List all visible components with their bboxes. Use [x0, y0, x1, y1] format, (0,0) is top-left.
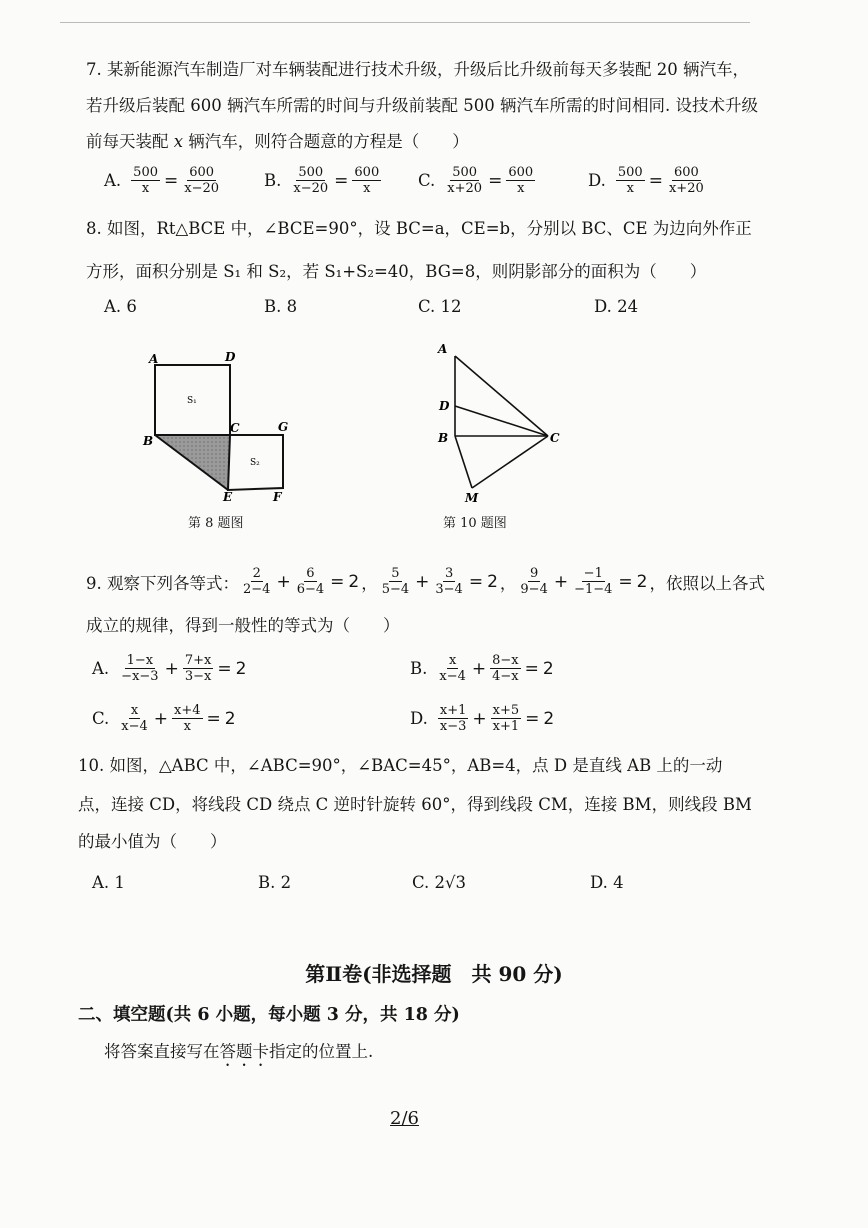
q9-option-d[interactable]	[410, 703, 556, 734]
fraction-b	[183, 653, 214, 684]
figure-10	[430, 338, 570, 508]
q8-line1: 8. 如图，Rt△BCE 中，∠BCE=90°，设 BC=a，CE=b，分别以 BC、CE 为边向外作正	[86, 219, 752, 238]
q7-line3: 前每天装配 x 辆汽车，则符合题意的方程是（ ）	[86, 132, 469, 151]
q7-option-d[interactable]	[588, 165, 708, 196]
fraction-b	[172, 703, 203, 734]
q8-option-a[interactable]: A. 6	[104, 297, 137, 316]
fraction-b-denominator: 4−x	[492, 669, 519, 684]
left-fraction-denominator: x	[626, 181, 634, 196]
figure-10-caption: 第 10 题图	[443, 516, 507, 531]
q7-line1: 7. 某新能源汽车制造厂对车辆装配进行技术升级，升级后比升级前每天多装配 20 辆汽车，	[86, 60, 749, 79]
option-label: D.	[588, 171, 606, 190]
right-fraction-numerator: 600	[189, 165, 215, 180]
left-fraction	[616, 165, 645, 196]
q7-line2: 若升级后装配 600 辆汽车所需的时间与升级前装配 500 辆汽车所需的时间相同. 设技术升级	[86, 96, 758, 115]
label-f: F	[273, 490, 282, 504]
comma: ，	[361, 573, 378, 593]
q9-option-b[interactable]	[410, 653, 556, 684]
q9-option-c[interactable]	[92, 703, 238, 734]
q8-option-c[interactable]: C. 12	[418, 297, 462, 316]
q8-line2: 方形，面积分别是 S₁ 和 S₂，若 S₁+S₂=40，BG=8，则阴影部分的面积为（ ）	[86, 262, 707, 281]
page-number: 2/6	[390, 1108, 419, 1129]
fraction-a-denominator: x−3	[439, 719, 467, 734]
fraction-a-denominator: 5−4	[381, 582, 410, 597]
equals-sign: =	[488, 170, 503, 191]
figure-8-caption: 第 8 题图	[188, 516, 244, 531]
fraction-b-denominator: x+1	[492, 719, 520, 734]
equals-sign: =	[206, 708, 221, 729]
left-fraction-denominator: x	[141, 181, 150, 196]
q7-option-b[interactable]	[264, 165, 383, 196]
q8-option-b[interactable]: B. 8	[264, 297, 298, 316]
right-fraction-denominator: x	[363, 181, 371, 196]
q7-option-a[interactable]	[104, 165, 223, 196]
label-b: B	[143, 434, 154, 448]
equals-sign: =	[648, 170, 663, 191]
label-c: C	[230, 421, 240, 435]
option-label: B.	[410, 659, 428, 678]
right-fraction	[506, 165, 535, 196]
q10-line3: 的最小值为（ ）	[78, 832, 227, 851]
part2-title: 第Ⅱ卷(非选择题 共 90 分)	[305, 962, 563, 986]
left-fraction-numerator: 500	[617, 165, 643, 180]
right-fraction-denominator: x−20	[184, 181, 220, 196]
fraction-b-numerator: 8−x	[492, 653, 519, 668]
label-s2: S₂	[250, 458, 260, 468]
fraction-b-denominator: 3−x	[184, 669, 212, 684]
option-label: D.	[410, 709, 428, 728]
fraction-b-numerator: x+5	[492, 703, 520, 718]
left-fraction	[131, 165, 160, 196]
fraction-b	[572, 566, 614, 597]
q9-option-a[interactable]	[92, 653, 248, 684]
right-fraction-numerator: 600	[673, 165, 699, 180]
right-fraction	[352, 165, 381, 196]
q10-option-c[interactable]: C. 2√3	[412, 873, 467, 892]
equals-sign: =	[468, 571, 484, 592]
fraction-a-numerator: 9	[529, 566, 539, 581]
fraction-a-numerator: x	[130, 703, 139, 718]
plus-sign: +	[553, 571, 569, 592]
equals-sign: =	[217, 658, 232, 679]
fraction-b-denominator: x	[183, 719, 191, 734]
fraction-b-numerator: 6	[306, 566, 315, 581]
left-fraction-numerator: 500	[133, 165, 158, 180]
result: 2	[636, 571, 648, 592]
equals-sign: =	[164, 170, 179, 191]
section-2-note: 将答案直接写在答题卡指定的位置上.	[104, 1042, 374, 1061]
plus-sign: +	[472, 708, 487, 729]
fraction-b	[491, 703, 522, 734]
fraction-a-denominator: 2−4	[243, 582, 271, 597]
comma: ，	[499, 573, 517, 593]
label-a: A	[149, 352, 159, 366]
label-c: C	[550, 431, 560, 445]
fraction-b-denominator: 6−4	[296, 582, 325, 597]
option-label: C.	[418, 171, 436, 190]
fraction-a	[241, 566, 272, 597]
right-fraction-denominator: x	[517, 181, 525, 196]
q9-example-equations	[239, 566, 650, 597]
q10-line1: 10. 如图，△ABC 中，∠ABC=90°，∠BAC=45°，AB=4，点 D 是直线 AB 上的一动	[78, 756, 723, 775]
equals-sign: =	[524, 658, 539, 679]
fraction-a	[119, 703, 150, 734]
right-fraction-denominator: x+20	[668, 181, 704, 196]
plus-sign: +	[276, 571, 291, 592]
fraction-a	[438, 703, 469, 734]
left-fraction-denominator: x+20	[447, 181, 483, 196]
left-fraction-numerator: 500	[298, 165, 324, 180]
q7-option-c[interactable]	[418, 165, 537, 196]
fraction-a-numerator: x+1	[439, 703, 467, 718]
fraction-b	[490, 653, 521, 684]
label-e: E	[223, 490, 233, 504]
q10-option-a[interactable]: A. 1	[92, 873, 125, 892]
fraction-b	[433, 566, 464, 597]
fraction-b-numerator: 7+x	[184, 653, 212, 668]
right-fraction-numerator: 600	[508, 165, 534, 180]
figure-8	[135, 345, 305, 505]
top-rule	[60, 22, 750, 23]
q10-option-d[interactable]: D. 4	[590, 873, 624, 892]
plus-sign: +	[164, 658, 179, 679]
label-d: D	[225, 350, 236, 364]
fraction-a-denominator: 9−4	[520, 582, 548, 597]
fraction-a	[119, 653, 160, 684]
right-fraction-numerator: 600	[354, 165, 380, 180]
option-label: B.	[264, 171, 282, 190]
fraction-a-numerator: 2	[252, 566, 261, 581]
left-fraction-numerator: 500	[452, 165, 478, 180]
left-fraction	[445, 165, 484, 196]
left-fraction	[291, 165, 330, 196]
equals-sign: =	[330, 571, 345, 592]
q10-line2: 点，连接 CD，将线段 CD 绕点 C 逆时针旋转 60°，得到线段 CM，连接 BM，则线段 BM	[78, 795, 752, 814]
option-label: A.	[92, 659, 110, 678]
label-b: B	[438, 431, 449, 445]
fraction-a	[437, 653, 468, 684]
fraction-b-denominator: 3−4	[435, 582, 463, 597]
fraction-b	[295, 566, 326, 597]
result: 2	[235, 658, 247, 679]
fraction-a	[380, 566, 411, 597]
label-d: D	[439, 399, 450, 413]
result: 2	[224, 708, 236, 729]
plus-sign: +	[471, 658, 487, 679]
result: 2	[487, 571, 498, 592]
equals-sign: =	[334, 170, 349, 191]
fraction-b-numerator: 3	[444, 566, 454, 581]
q9-line2: 成立的规律，得到一般性的等式为（ ）	[86, 616, 400, 635]
fraction-b-numerator: −1	[583, 566, 603, 581]
right-fraction	[182, 165, 221, 196]
result: 2	[542, 658, 554, 679]
fraction-a-numerator: 1−x	[126, 653, 154, 668]
fraction-b-numerator: x+4	[174, 703, 201, 718]
plus-sign: +	[415, 571, 430, 592]
result: 2	[543, 708, 555, 729]
q9-line1: 9. 观察下列各等式： $\frac{2}{2-4}$ + $\frac{6}{6-4}$ = 2 ， $\frac{5}{5-4}$ + $\frac{3}{3-4}$ = 2 ， $\frac{9}{9-4}$ + $\frac{-1}{-1-4}$ = 2 ，依照以上各式	[86, 566, 765, 597]
q10-option-b[interactable]: B. 2	[258, 873, 292, 892]
left-fraction-denominator: x−20	[293, 181, 329, 196]
fraction-a-denominator: x−4	[439, 669, 466, 684]
plus-sign: +	[153, 708, 169, 729]
equals-sign: =	[525, 708, 540, 729]
result: 2	[348, 571, 360, 592]
option-label: A.	[104, 171, 122, 190]
q8-option-d[interactable]: D. 24	[594, 297, 639, 316]
section-2-heading: 二、填空题(共 6 小题，每小题 3 分，共 18 分)	[78, 1005, 460, 1025]
equals-sign: =	[618, 571, 633, 592]
label-s1: S₁	[187, 396, 197, 406]
fraction-a-denominator: x−4	[121, 719, 148, 734]
fraction-a-denominator: −x−3	[121, 669, 159, 684]
fraction-a-numerator: x	[448, 653, 457, 668]
label-a: A	[438, 342, 448, 356]
label-g: G	[278, 420, 289, 434]
fraction-a	[518, 566, 549, 597]
option-label: C.	[92, 709, 110, 728]
right-fraction	[667, 165, 706, 196]
fraction-b-denominator: −1−4	[574, 582, 613, 597]
label-m: M	[465, 491, 479, 505]
fraction-a-numerator: 5	[391, 566, 400, 581]
